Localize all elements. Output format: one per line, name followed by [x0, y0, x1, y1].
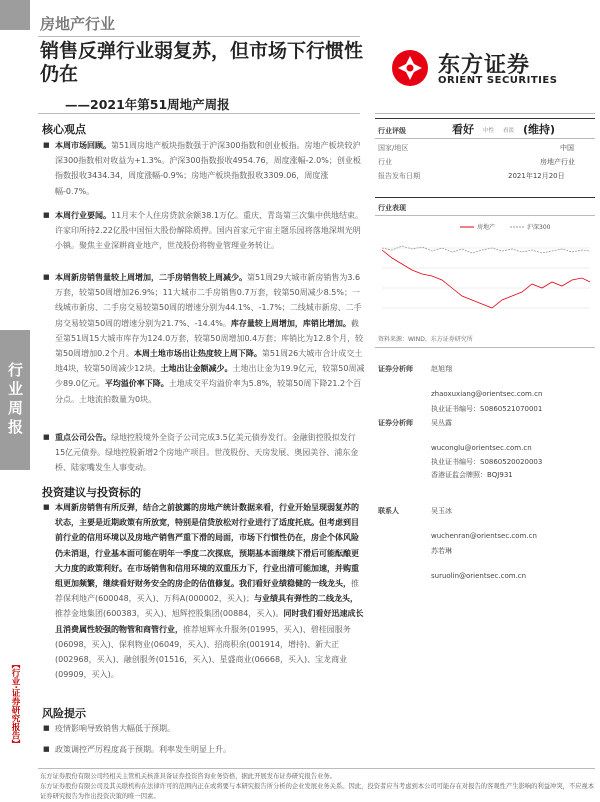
- invest-normal-1: 推荐保利地产(600048，买入)、万科A(000002，买入)；: [55, 579, 359, 604]
- invest-normal-2: 推荐金地集团(600383，买入)、旭辉控股集团(00884，买入)。: [55, 609, 284, 619]
- title-divider: [38, 113, 360, 114]
- date-value: 2021年12月20日: [508, 172, 565, 180]
- rating-label: 行业评级: [378, 127, 406, 135]
- land-amount-lead: 土地出让金额减少。: [160, 364, 233, 374]
- chart-heading: 行业表现: [378, 204, 406, 212]
- sales-text-b: 二线城市新房、二手房交易较第50周的增速分别为21.7%、-14.4%。: [55, 303, 362, 328]
- company-news-text: 绿地控股境外全资子公司完成3.5亿美元债券发行。金融街控股拟发行15亿元债券。绿地控股新增2个房地产项目。世茂股份、天房发展、奥园美谷、浦东金桥、陆家嘴发生人事变动。: [55, 433, 359, 473]
- market-review-paragraph: [55, 138, 365, 199]
- rating-rule: [375, 138, 595, 139]
- industry-news-lead: 本周行业要闻。: [55, 211, 111, 220]
- analyst-role: 证券分析师: [378, 365, 413, 373]
- rating-scale-neutral: 中性: [483, 128, 495, 134]
- sales-lead: 本周新房销售量较上周增加，二手房销售较上周减少。: [55, 273, 247, 282]
- analyst-cert: 执业证书编号：S0860520020003: [431, 458, 543, 466]
- header-divider: [38, 36, 360, 37]
- company-news-lead: 重点公司公告。: [55, 433, 111, 442]
- industry-news-text: 11月末个人住房贷款余额38.1万亿。重庆、青岛第三次集中供地结束。许家印所持2.22亿股中国恒大股份解除质押。国内首家元宇宙主题乐园将落地深圳光明小镇。聚焦主业深耕商业地产，世茂股份将物业管理业务转让。: [55, 211, 363, 251]
- invest-bold-2: 与业绩具有弹性的二线龙头，: [254, 594, 359, 604]
- analyst-license: 香港证监会牌照：BQJ931: [431, 471, 513, 479]
- performance-chart: [380, 218, 592, 324]
- analyst-name: 吴丛露: [431, 419, 452, 427]
- invest-bold-1: 本周新房销售有所反弹，结合之前披露的房地产统计数据来看，行业开始呈现弱复苏的状态，主要是近期政策有所放宽，特别是信贷放松对行业进行了适度托底。但考虑到目前行业的信用环境以及房地产销售严重下滑的局面，市场下行惯性仍在，房企个体风险仍未消退，行业基本面可能在明年一季度二次探底，预期基本面继续下滑后可能酝酿更大力度的政策利好。在市场销售和信用环境的双重压力下，行业出清可能加速，并购重组更加频繁，继续看好财务安全的房企的估值修复。我们看好业绩稳健的一线龙头，: [55, 503, 359, 589]
- disclaimer-line-2: 东方证券股份有限公司及其关联机构在法律许可的范围内正在或将要与本研究报告所分析的企业发展业务关系。因此，投资者应当考虑到本公司可能存在对报告的客观性产生影响的利益冲突，不应视本证券研究报告为作出投资决策的唯一因素。: [40, 783, 595, 800]
- logo-divider: [375, 113, 595, 114]
- chart-rule: [375, 215, 595, 216]
- brand-name-en: ORIENT SECURITIES: [438, 75, 558, 86]
- analyst-name: 赵旭翔: [431, 365, 452, 373]
- analyst-cert: 执业证书编号：S0860521070001: [431, 405, 543, 413]
- invest-normal-3: 推荐旭辉永升服务(01995，买入)、碧桂园服务(06098，买入)、保利物业(06049，买入)、招商积余(001914，增持)、新大正(002968，买入)、融创服务(01516，买入)、星盛商业(06668，买入)、宝龙商业(09909，买入)。: [55, 624, 351, 680]
- rating-status: (维持): [523, 123, 556, 136]
- footer-rule: [38, 768, 595, 769]
- legend-label-b: 沪深300: [527, 224, 551, 231]
- disclaimer-line-1: 东方证券股份有限公司经相关主管机关核准具备证券投资咨询业务资格，据此开展发布证券研究报告业务。: [40, 773, 336, 780]
- report-type-label: 行业周报: [0, 330, 30, 470]
- industry-news-paragraph: [55, 208, 365, 254]
- market-review-text: 第51周房地产板块指数强于沪深300指数和创业板指。房地产板块较沪深300指数相对收益为+1.3%。沪深300指数报收4954.76，周度涨幅-2.0%；创业板指数报收3434.34，周度涨幅-0.9%；房地产板块指数报收3309.06，周度涨幅-0.7%。: [55, 141, 361, 196]
- contact-name: 苏若琳: [431, 547, 452, 555]
- contact-name: 吴玉冰: [431, 507, 452, 515]
- report-title: 销售反弹行业弱复苏，但市场下行惯性仍在: [40, 40, 364, 85]
- inventory-lead: 库存量较上周增加，库销比增加。: [230, 318, 351, 328]
- contact-email[interactable]: suruolin@orientsec.com.cn: [431, 572, 527, 580]
- sector-label: 行业: [378, 158, 392, 166]
- series-realestate-line: [382, 250, 590, 308]
- report-category-tag: 【行业·证券研究报告】: [10, 660, 20, 749]
- chart-source: 资料来源：WIND、东方证券研究所: [378, 336, 473, 343]
- sales-paragraph: [55, 270, 365, 407]
- inventory-text: 截至第51周15大城市库存为124.0万套，较第50周增加0.4万套；库销比为12.8个月，较第50周增加0.2个月。: [55, 318, 363, 359]
- chart-top-rule: [375, 197, 595, 198]
- sidebar-top-block: [0, 0, 30, 30]
- rating-top-rule: [375, 118, 595, 119]
- legend-label-a: 房地产: [477, 224, 496, 231]
- analyst-email[interactable]: zhaoxuxiang@orientsec.com.cn: [431, 390, 543, 398]
- date-label: 报告发布日期: [378, 172, 420, 180]
- brand-logo-icon: [390, 48, 430, 88]
- risk-item: ■ 政策调控严厉程度高于预期。利率发生明显上升。: [55, 742, 365, 757]
- sector-value: 房地产行业: [540, 158, 575, 166]
- region-value: 中国: [560, 144, 574, 152]
- risk-heading: 风险提示: [42, 707, 86, 720]
- core-heading: 核心观点: [42, 123, 86, 136]
- rating-value: 看好: [452, 123, 474, 136]
- contact-role: 联系人: [378, 507, 399, 515]
- brand-name-cn: 东方证券: [438, 53, 531, 78]
- invest-paragraph: [55, 500, 365, 682]
- land-text: 第51周26大城市合计成交土地4块，较第50周减少12块。: [55, 349, 363, 374]
- analyst-role: 证券分析师: [378, 419, 413, 427]
- disclaimer: [40, 772, 595, 802]
- company-news-paragraph: [55, 430, 365, 476]
- report-subtitle: ——2021年第51周地产周报: [65, 97, 230, 112]
- premium-text: 土地成交平均溢价率为5.8%，较第50周下降21.2个百分点。土地流拍数量为0块。: [55, 379, 362, 404]
- chart-bottom-rule: [375, 347, 595, 348]
- region-label: 国家/地区: [378, 144, 409, 152]
- contact-email[interactable]: wuchenran@orientsec.com.cn: [431, 532, 537, 540]
- invest-heading: 投资建议与投资标的: [42, 486, 141, 499]
- series-hs300-line: [382, 246, 590, 253]
- industry-name: 房地产行业: [40, 15, 116, 33]
- rating-scale-bearish: 看淡: [503, 128, 515, 134]
- invest-bold-3: 同时我们看好迅速成长且消费属性较强的物管和商管行业，: [55, 609, 364, 634]
- sales-text-a: 第51周29大城市新房销售为3.6万套，较第50周增加26.9%；11大城市二手房销售0.7万套，较第50周减少8.5%；一线城市新房、二手房交易较第50周的增速分别为44.1%、-1.7%；: [55, 273, 361, 313]
- land-lead: 本周土地市场出让热度较上周下降。: [133, 349, 262, 359]
- land-amount-text: 土地出让金为19.9亿元，较第50周减少89.0亿元。: [55, 364, 365, 389]
- analyst-email[interactable]: wuconglu@orientsec.com.cn: [431, 444, 532, 452]
- market-review-lead: 本周市场回顾。: [55, 141, 111, 150]
- risk-item: ■ 疫情影响导致销售大幅低于预期。: [55, 721, 365, 736]
- premium-lead: 平均溢价率下降。: [104, 379, 169, 389]
